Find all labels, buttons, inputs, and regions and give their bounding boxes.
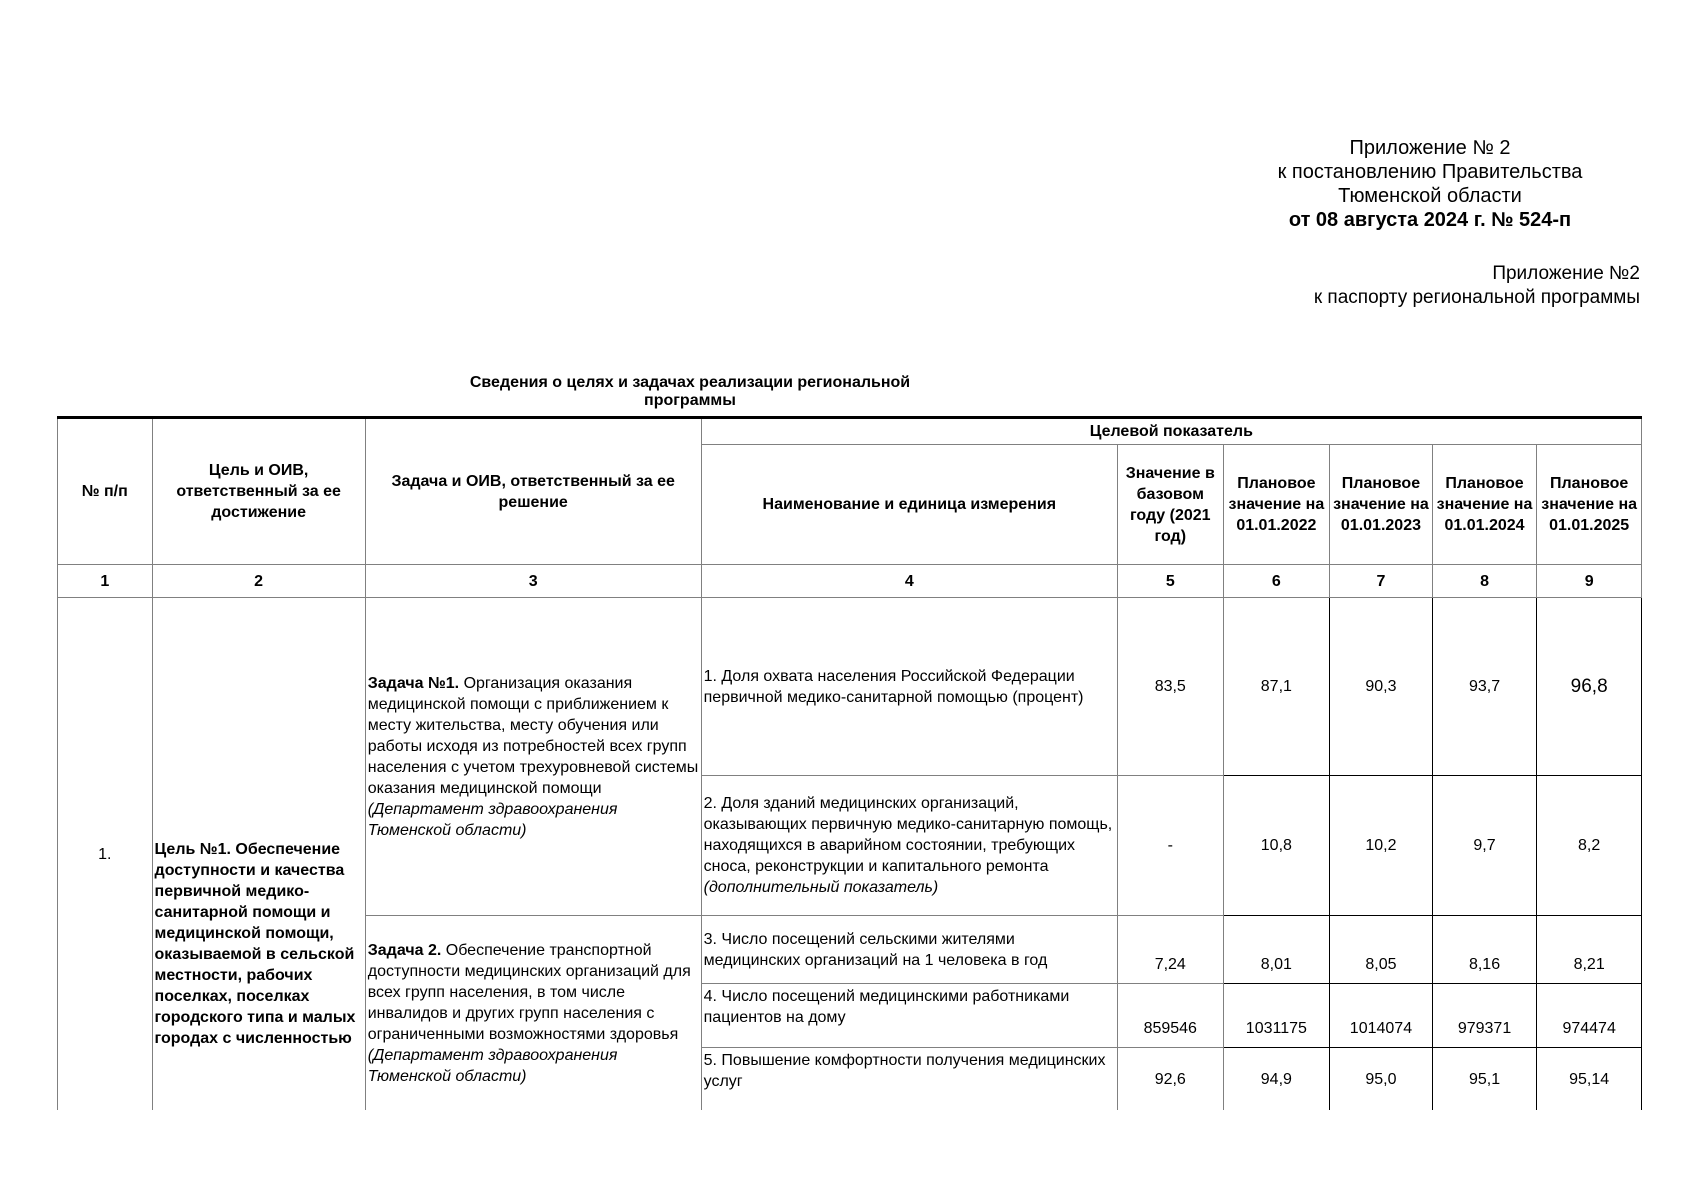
col-number: 5	[1117, 565, 1223, 598]
goals-table	[57, 416, 1642, 1110]
col-number: 6	[1223, 565, 1330, 598]
row-number: 1.	[58, 598, 153, 1111]
indicator-plan-2023: 8,05	[1330, 916, 1433, 984]
indicator-plan-2024: 95,1	[1432, 1048, 1537, 1111]
header-num: № п/п	[58, 418, 153, 565]
indicator-plan-2023: 10,2	[1330, 776, 1433, 916]
header-plan-2023: Плановое значение на 01.01.2023	[1330, 445, 1433, 565]
header-task: Задача и ОИВ, ответственный за ее решение	[365, 418, 701, 565]
indicator-name: 2. Доля зданий медицинских организаций, оказывающих первичную медико-санитарную помощь, находящихся в аварийном состоянии, требующих сноса, реконструкции и капитального ремонта	[703, 795, 1113, 875]
indicator-base-value: 92,6	[1117, 1048, 1223, 1111]
indicator-base-value: 859546	[1117, 984, 1223, 1048]
document-title: Сведения о целях и задачах реализации региональной программы	[469, 374, 911, 409]
indicator-plan-2025: 8,2	[1537, 776, 1642, 916]
header-plan-2022: Плановое значение на 01.01.2022	[1223, 445, 1330, 565]
task-2-text: Обеспечение транспортной доступности медицинских организаций для всех групп населения, в том числе инвалидов и других групп населения с ограниченными возможностями здоровья	[367, 942, 691, 1043]
task-2-cell	[365, 916, 701, 1111]
indicator-note: (дополнительный показатель)	[703, 879, 939, 896]
indicator-base-value: 7,24	[1117, 916, 1223, 984]
header-line-1: Приложение № 2	[1349, 137, 1511, 159]
header-target: Целевой показатель	[701, 418, 1641, 445]
passport-header	[1160, 262, 1640, 310]
col-number: 9	[1537, 565, 1642, 598]
header-line-4: от 08 августа 2024 г. № 524-п	[1288, 209, 1572, 231]
indicator-plan-2024: 979371	[1432, 984, 1537, 1048]
column-number-row	[58, 565, 1642, 598]
indicator-plan-2023: 90,3	[1330, 598, 1433, 776]
indicator-plan-2023: 1014074	[1330, 984, 1433, 1048]
indicator-plan-2025: 96,8	[1537, 598, 1642, 776]
indicator-plan-2022: 87,1	[1223, 598, 1330, 776]
col-number: 1	[58, 565, 153, 598]
indicator-base-value: -	[1117, 776, 1223, 916]
indicator-plan-2022: 8,01	[1223, 916, 1330, 984]
indicator-plan-2025: 974474	[1537, 984, 1642, 1048]
task-2-label: Задача 2.	[367, 942, 442, 959]
task-1-label: Задача №1.	[367, 674, 460, 692]
approval-header	[1220, 136, 1640, 232]
task-2-responsible: (Департамент здравоохранения Тюменской области)	[367, 1047, 618, 1085]
header-base: Значение в базовом году (2021 год)	[1117, 445, 1223, 565]
col-number: 4	[701, 565, 1117, 598]
col-number: 3	[365, 565, 701, 598]
indicator-plan-2025: 95,14	[1537, 1048, 1642, 1111]
passport-line-1: Приложение №2	[1492, 263, 1640, 284]
col-number: 7	[1330, 565, 1433, 598]
header-goal: Цель и ОИВ, ответственный за ее достижение	[152, 418, 365, 565]
header-plan-2024: Плановое значение на 01.01.2024	[1432, 445, 1537, 565]
task-1-text: Организация оказания медицинской помощи с приближением к месту жительства, месту обучения или работы исходя из потребностей всех групп населения с учетом трехуровневой системы оказания медицинской помощи	[367, 674, 699, 797]
indicator-name: 4. Число посещений медицинскими работниками пациентов на дому	[701, 984, 1117, 1048]
indicator-name: 3. Число посещений сельскими жителями медицинских организаций на 1 человека в год	[701, 916, 1117, 984]
indicator-name-cell	[701, 776, 1117, 916]
indicator-plan-2022: 94,9	[1223, 1048, 1330, 1111]
passport-line-2: к паспорту региональной программы	[1313, 287, 1640, 308]
goal-cell: Цель №1. Обеспечение доступности и качества первичной медико-санитарной помощи и медицинской помощи, оказываемой в сельской местности, рабочих поселках, поселках городского типа и малых городах с численностью	[152, 598, 365, 1111]
table-row	[58, 598, 1642, 776]
indicator-name: 1. Доля охвата населения Российской Федерации первичной медико-санитарной помощью (процент)	[701, 598, 1117, 776]
task-1-responsible: (Департамент здравоохранения Тюменской области)	[367, 800, 618, 839]
indicator-name: 5. Повышение комфортности получения медицинских услуг	[701, 1048, 1117, 1111]
indicator-plan-2024: 93,7	[1432, 598, 1537, 776]
col-number: 2	[152, 565, 365, 598]
task-1-cell	[365, 598, 701, 916]
indicator-plan-2022: 10,8	[1223, 776, 1330, 916]
col-number: 8	[1432, 565, 1537, 598]
header-line-2: к постановлению Правительства	[1277, 161, 1583, 183]
indicator-plan-2022: 1031175	[1223, 984, 1330, 1048]
header-plan-2025: Плановое значение на 01.01.2025	[1537, 445, 1642, 565]
indicator-plan-2024: 8,16	[1432, 916, 1537, 984]
indicator-plan-2023: 95,0	[1330, 1048, 1433, 1111]
goals-table-wrapper	[57, 416, 1642, 1110]
indicator-plan-2025: 8,21	[1537, 916, 1642, 984]
indicator-plan-2024: 9,7	[1432, 776, 1537, 916]
header-name: Наименование и единица измерения	[701, 445, 1117, 565]
indicator-base-value: 83,5	[1117, 598, 1223, 776]
header-line-3: Тюменской области	[1338, 185, 1522, 207]
